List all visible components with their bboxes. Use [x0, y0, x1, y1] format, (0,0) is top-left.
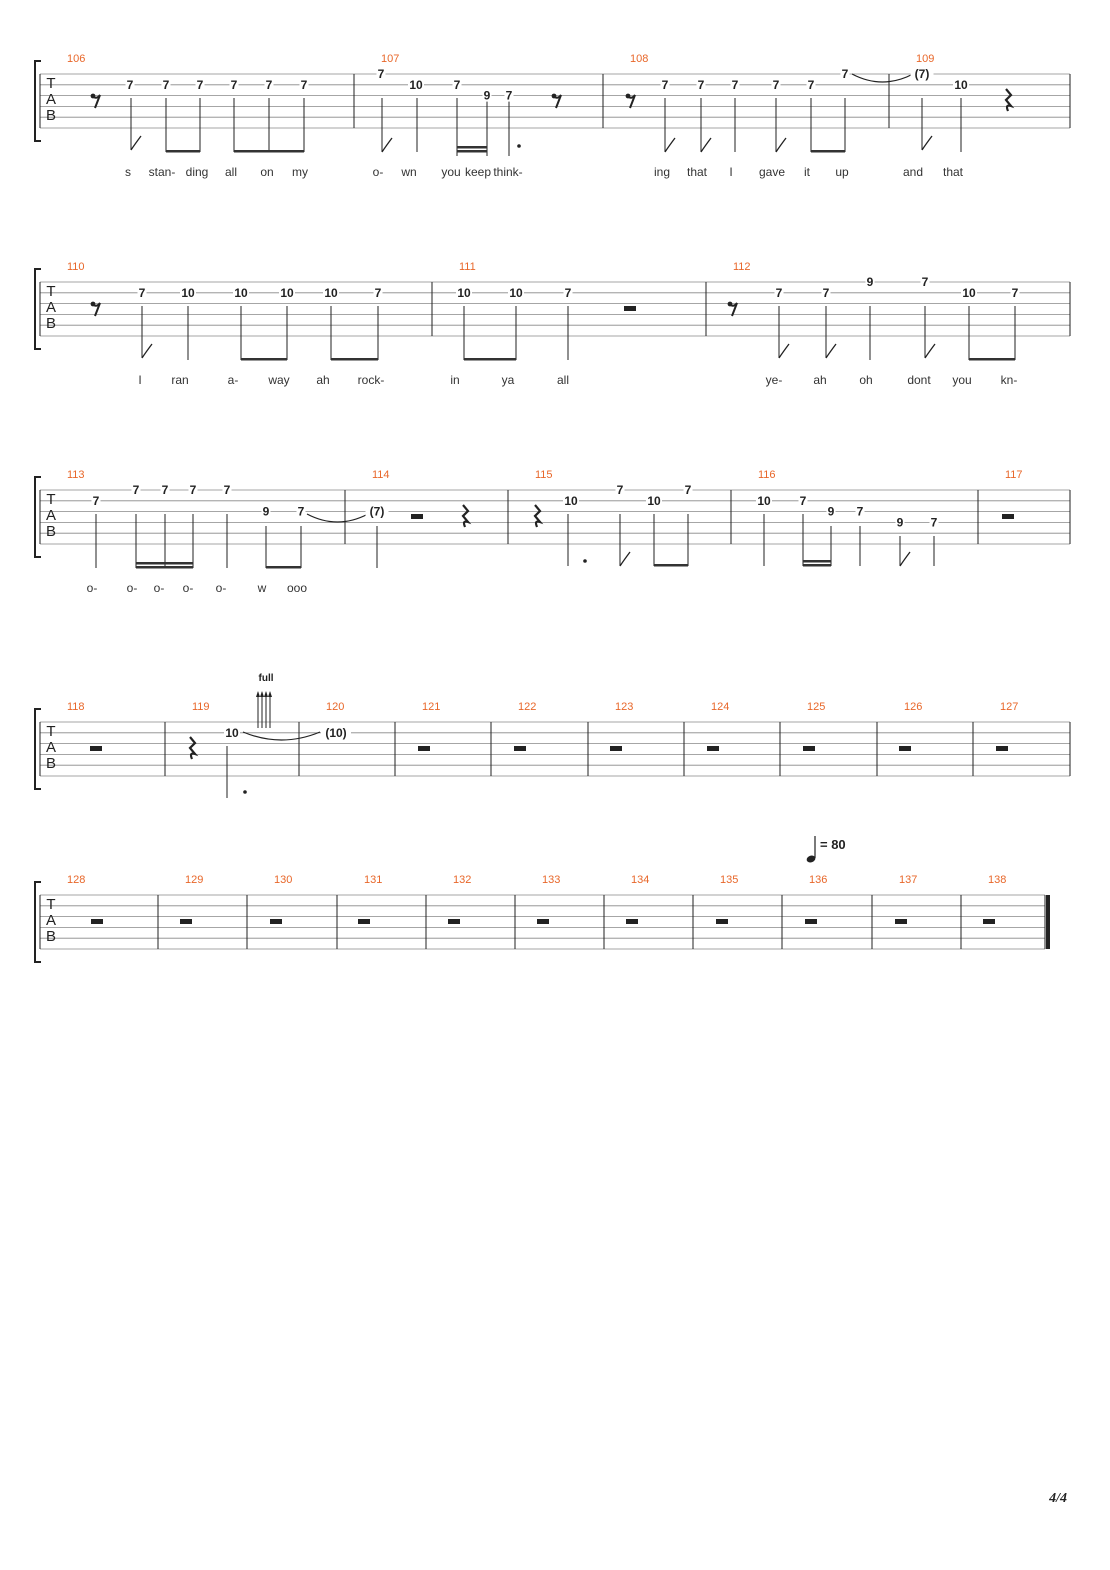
- lyric-syllable: o-: [182, 581, 194, 595]
- lyric-syllable: o-: [86, 581, 98, 595]
- measure-number: 133: [542, 874, 561, 886]
- measure-number: 127: [1000, 701, 1019, 713]
- lyric-syllable: ran: [171, 373, 189, 387]
- bend-label: full: [258, 673, 274, 684]
- fret-number: 7: [1011, 285, 1019, 300]
- fret-number: 7: [132, 483, 140, 497]
- lyric-syllable: kn-: [1000, 373, 1018, 387]
- rest: [996, 746, 1008, 751]
- measure-number: 134: [631, 874, 650, 886]
- measure-number: 110: [67, 261, 85, 273]
- rest: [805, 919, 817, 924]
- fret-number: 9: [866, 275, 874, 289]
- tab-clef-letter: T: [46, 723, 56, 740]
- fret-number: 10: [509, 285, 523, 300]
- fret-number: 10: [647, 493, 661, 508]
- lyric-syllable: that: [686, 165, 708, 179]
- lyric-syllable: s: [125, 165, 131, 179]
- measure-number: 122: [518, 701, 537, 713]
- fret-number: 7: [799, 493, 807, 508]
- lyric-syllable: gave: [758, 165, 786, 179]
- note-beam: [464, 358, 516, 361]
- note-beam: [803, 564, 831, 567]
- lyric-syllable: on: [260, 165, 274, 179]
- bend-arrowhead: [260, 691, 264, 697]
- dot: [517, 144, 521, 148]
- tab-clef-letter: A: [45, 91, 57, 108]
- lyric-syllable: o-: [372, 165, 384, 179]
- note-beam: [266, 566, 301, 569]
- rest-dot: [552, 94, 557, 99]
- note-beam-secondary: [457, 146, 487, 149]
- rest: [537, 919, 549, 924]
- rest: [716, 919, 728, 924]
- dot: [243, 790, 247, 794]
- bend-arrowhead: [268, 691, 272, 697]
- note-flag: [620, 552, 630, 566]
- measure-number: 124: [711, 701, 730, 713]
- fret-number: 10: [324, 285, 338, 300]
- fret-number: 10: [757, 493, 771, 508]
- fret-number: 9: [896, 515, 904, 530]
- note-beam-secondary: [803, 560, 831, 563]
- fret-number: 7: [230, 77, 238, 92]
- lyric-syllable: all: [556, 373, 570, 387]
- lyric-syllable: rock-: [357, 373, 385, 387]
- fret-number: 7: [138, 285, 146, 300]
- lyric-syllable: dont: [907, 373, 931, 387]
- note-flag: [131, 136, 141, 150]
- fret-number: 10: [954, 77, 968, 92]
- measure-number: 106: [67, 53, 86, 65]
- measure-number: 112: [733, 261, 751, 273]
- rest: [626, 919, 638, 924]
- note-flag: [142, 344, 152, 358]
- fret-number: 7: [126, 77, 134, 92]
- fret-number: 7: [161, 483, 169, 497]
- rest: [448, 919, 460, 924]
- fret-number: (10): [325, 725, 347, 740]
- fret-number: 7: [300, 77, 308, 92]
- fret-number: (7): [369, 504, 385, 519]
- fret-number: 10: [225, 725, 239, 740]
- lyric-syllable: think-: [493, 165, 523, 179]
- rest: [91, 919, 103, 924]
- note-beam: [136, 566, 193, 569]
- lyric-syllable: ah: [813, 373, 827, 387]
- note-flag: [826, 344, 836, 358]
- note-beam: [241, 358, 287, 361]
- fret-number: 7: [92, 493, 100, 508]
- fret-number: 9: [483, 88, 491, 103]
- measure-number: 125: [807, 701, 826, 713]
- fret-number: 10: [564, 493, 578, 508]
- measure-number: 131: [364, 874, 383, 886]
- measure-number: 128: [67, 874, 86, 886]
- lyric-syllable: ya: [501, 373, 515, 387]
- rest: [610, 746, 622, 751]
- tempo-marking: [806, 836, 846, 864]
- measure-number: 119: [192, 701, 210, 713]
- tempo-value: = 80: [820, 837, 846, 852]
- lyric-syllable: my: [292, 165, 308, 179]
- rest: [983, 919, 995, 924]
- tab-clef-letter: T: [46, 283, 56, 300]
- note-beam: [331, 358, 378, 361]
- fret-number: 7: [223, 483, 231, 497]
- tab-clef-letter: B: [45, 315, 57, 332]
- tab-system-5: [35, 874, 1050, 962]
- tab-clef-letter: T: [46, 896, 56, 913]
- tab-clef-letter: B: [45, 107, 57, 124]
- bend-arrowhead: [256, 691, 260, 697]
- lyric-syllable: ye-: [765, 373, 783, 387]
- measure-number: 135: [720, 874, 739, 886]
- note-flag: [779, 344, 789, 358]
- fret-number: 7: [921, 275, 929, 289]
- lyric-syllable: ah: [316, 373, 330, 387]
- note-flag: [922, 136, 932, 150]
- rest: [899, 746, 911, 751]
- measure-number: 116: [758, 469, 776, 481]
- lyric-syllable: way: [268, 373, 290, 387]
- note-flag: [382, 138, 392, 152]
- rest: [418, 746, 430, 751]
- tie-arc: [243, 732, 320, 740]
- fret-number: 7: [684, 483, 692, 497]
- measure-number: 121: [422, 701, 441, 713]
- measure-number: 111: [459, 261, 476, 273]
- fret-number: 7: [505, 88, 513, 103]
- rest-dot: [91, 302, 96, 307]
- fret-number: 7: [453, 77, 461, 92]
- fret-number: 9: [262, 504, 270, 519]
- tie-arc: [307, 514, 368, 522]
- measure-number: 115: [535, 469, 553, 481]
- measure-number: 132: [453, 874, 472, 886]
- lyric-syllable: w: [257, 581, 267, 595]
- fret-number: 10: [280, 285, 294, 300]
- fret-number: 7: [661, 77, 669, 92]
- page-number: 4/4: [1049, 1491, 1067, 1506]
- lyric-syllable: I: [138, 373, 142, 387]
- note-beam: [234, 150, 304, 153]
- measure-number: 130: [274, 874, 293, 886]
- note-flag: [701, 138, 711, 152]
- lyric-syllable: keep: [464, 165, 492, 179]
- measure-number: 108: [630, 53, 649, 65]
- fret-number: 7: [731, 77, 739, 92]
- lyric-syllable: up: [835, 165, 849, 179]
- lyric-syllable: you: [952, 373, 972, 387]
- tab-clef-letter: A: [45, 739, 57, 756]
- measure-number: 109: [916, 53, 935, 65]
- fret-number: 10: [181, 285, 195, 300]
- rest: [1002, 514, 1014, 519]
- lyric-syllable: that: [942, 165, 964, 179]
- lyric-syllable: all: [224, 165, 238, 179]
- fret-number: 7: [189, 483, 197, 497]
- lyric-syllable: in: [450, 373, 460, 387]
- fret-number: 7: [564, 285, 572, 300]
- rest: [270, 919, 282, 924]
- tab-clef-letter: A: [45, 507, 57, 524]
- fret-number: 7: [196, 77, 204, 92]
- measure-number: 123: [615, 701, 634, 713]
- rest-dot: [728, 302, 733, 307]
- rest: [895, 919, 907, 924]
- tab-clef-letter: T: [46, 75, 56, 92]
- lyric-syllable: stan-: [148, 165, 176, 179]
- measure-number: 120: [326, 701, 345, 713]
- fret-number: 10: [409, 77, 423, 92]
- lyric-syllable: oh: [859, 373, 873, 387]
- measure-number: 114: [372, 469, 390, 481]
- fret-number: 7: [841, 67, 849, 81]
- rest: [624, 306, 636, 311]
- rest: [463, 505, 468, 527]
- rest-dot: [626, 94, 631, 99]
- note-beam: [166, 150, 200, 153]
- note-beam: [811, 150, 845, 153]
- rest: [535, 505, 540, 527]
- lyric-syllable: ding: [185, 165, 209, 179]
- tab-clef-letter: B: [45, 928, 57, 945]
- note-beam: [654, 564, 688, 567]
- lyric-syllable: wn: [401, 165, 417, 179]
- dot: [583, 559, 587, 563]
- fret-number: 7: [930, 515, 938, 530]
- rest: [514, 746, 526, 751]
- lyric-syllable: you: [441, 165, 461, 179]
- note-flag: [776, 138, 786, 152]
- tie-arc: [852, 74, 913, 82]
- measure-number: 126: [904, 701, 923, 713]
- rest: [180, 919, 192, 924]
- rest: [358, 919, 370, 924]
- rest: [411, 514, 423, 519]
- rest: [803, 746, 815, 751]
- lyric-syllable: ing: [653, 165, 671, 179]
- lyric-syllable: a-: [227, 373, 239, 387]
- fret-number: (7): [914, 67, 930, 81]
- note-flag: [925, 344, 935, 358]
- fret-number: 10: [457, 285, 471, 300]
- fret-number: 7: [697, 77, 705, 92]
- bend-arrowhead: [264, 691, 268, 697]
- measure-number: 129: [185, 874, 204, 886]
- note-beam: [969, 358, 1015, 361]
- tab-system-2: [35, 261, 1070, 387]
- fret-number: 7: [822, 285, 830, 300]
- measure-number: 113: [67, 469, 85, 481]
- bend-marking: [256, 673, 274, 728]
- fret-number: 7: [377, 67, 385, 81]
- measure-number: 138: [988, 874, 1007, 886]
- measure-number: 137: [899, 874, 918, 886]
- tab-system-3: [35, 469, 1070, 595]
- lyric-syllable: I: [729, 165, 733, 179]
- rest: [190, 737, 195, 759]
- measure-number: 107: [381, 53, 400, 65]
- fret-number: 9: [827, 504, 835, 519]
- lyric-syllable: it: [804, 165, 810, 179]
- rest: [1006, 89, 1011, 111]
- lyric-syllable: o-: [126, 581, 138, 595]
- fret-number: 7: [297, 504, 305, 519]
- fret-number: 7: [162, 77, 170, 92]
- tab-clef-letter: T: [46, 491, 56, 508]
- fret-number: 7: [616, 483, 624, 497]
- measure-number: 117: [1005, 469, 1023, 481]
- rest-dot: [91, 94, 96, 99]
- rest: [707, 746, 719, 751]
- fret-number: 7: [772, 77, 780, 92]
- note-flag: [900, 552, 910, 566]
- lyric-syllable: ooo: [286, 581, 308, 595]
- fret-number: 10: [962, 285, 976, 300]
- tab-clef-letter: B: [45, 523, 57, 540]
- lyric-syllable: o-: [153, 581, 165, 595]
- tab-system-1: [35, 53, 1070, 179]
- note-beam-secondary: [136, 562, 193, 565]
- measure-number: 118: [67, 701, 85, 713]
- fret-number: 10: [234, 285, 248, 300]
- rest: [90, 746, 102, 751]
- lyric-syllable: and: [902, 165, 924, 179]
- tab-clef-letter: A: [45, 299, 57, 316]
- fret-number: 7: [374, 285, 382, 300]
- note-beam: [457, 150, 487, 153]
- note-flag: [665, 138, 675, 152]
- measure-number: 136: [809, 874, 828, 886]
- fret-number: 7: [856, 504, 864, 519]
- fret-number: 7: [265, 77, 273, 92]
- final-barline: [1046, 895, 1050, 949]
- fret-number: 7: [775, 285, 783, 300]
- lyric-syllable: o-: [215, 581, 227, 595]
- tab-clef-letter: B: [45, 755, 57, 772]
- tab-clef-letter: A: [45, 912, 57, 929]
- tab-system-4: [35, 701, 1070, 798]
- fret-number: 7: [807, 77, 815, 92]
